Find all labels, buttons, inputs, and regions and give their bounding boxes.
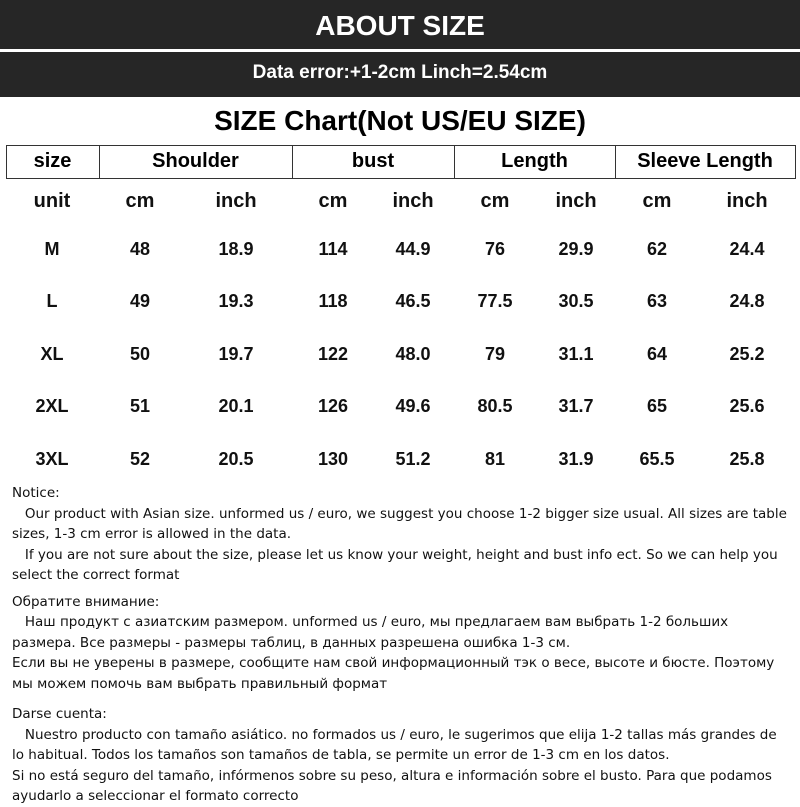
bust-inch-cell: 44.9 — [395, 239, 431, 259]
unit-cell: inch — [215, 190, 257, 212]
unit-row — [0, 186, 800, 216]
table-row — [0, 444, 800, 474]
banner-title: ABOUT SIZE — [315, 10, 485, 41]
header-shoulder: Shoulder — [152, 150, 239, 172]
table-row — [0, 339, 800, 369]
shoulder-inch-cell: 18.9 — [218, 239, 254, 259]
table-header-row — [6, 145, 796, 179]
unit-cell: cm — [125, 190, 155, 212]
notice-paragraph-es: Si no está seguro del tamaño, infórmenos sobre su peso, altura e información sobre el busto. Para que podamos ayudarlo a seleccionar el formato correcto — [12, 767, 777, 804]
bust-inch-cell: 51.2 — [395, 449, 431, 469]
notice-paragraph-en: If you are not sure about the size, please let us know your weight, height and bust info ect. So we can help you select the correct format — [12, 546, 783, 583]
bust-inch-cell: 46.5 — [395, 291, 431, 311]
shoulder-cm-cell: 49 — [129, 291, 151, 311]
length-inch-cell: 31.9 — [558, 449, 594, 469]
notice-heading-en: Notice: — [12, 485, 60, 501]
notice-paragraph-ru: Наш продукт с азиатским размером. unformed us / euro, мы предлагаем вам выбрать 1-2 больших размера. Все размеры - размеры таблиц, в данных разрешена ошибка 1-3 см. — [12, 614, 733, 651]
length-inch-cell: 29.9 — [558, 239, 594, 259]
notice-heading-es: Darse cuenta: — [12, 706, 107, 722]
length-cm-cell: 81 — [484, 449, 506, 469]
size-cell: 3XL — [35, 449, 69, 469]
chart-title: SIZE Chart(Not US/EU SIZE) — [214, 105, 586, 136]
notice-paragraph-es: Nuestro producto con tamaño asiático. no formados us / euro, le sugerimos que elija 1-2 tallas más grandes de lo habitual. Todos los tamaños son tamaños de tabla, se permite un error de 1-3 cm en los datos. — [12, 726, 781, 763]
sleeve-cm-cell: 63 — [646, 291, 668, 311]
sleeve-inch-cell: 24.4 — [729, 239, 765, 259]
unit-cell: cm — [642, 190, 672, 212]
spacer — [12, 694, 792, 704]
size-cell: L — [46, 291, 58, 311]
sleeve-inch-cell: 25.8 — [729, 449, 765, 469]
shoulder-cm-cell: 48 — [129, 239, 151, 259]
table-row — [0, 391, 800, 421]
size-cell: 2XL — [35, 396, 69, 416]
length-cm-cell: 76 — [484, 239, 506, 259]
header-length: Length — [501, 150, 568, 172]
shoulder-cm-cell: 51 — [129, 396, 151, 416]
table-row — [0, 286, 800, 316]
header-size: size — [33, 150, 72, 172]
bust-cm-cell: 118 — [318, 291, 348, 311]
unit-cell: inch — [392, 190, 434, 212]
shoulder-cm-cell: 52 — [129, 449, 151, 469]
shoulder-inch-cell: 20.1 — [218, 396, 254, 416]
bust-cm-cell: 114 — [318, 239, 348, 259]
sleeve-cm-cell: 65 — [646, 396, 668, 416]
unit-cell: inch — [555, 190, 597, 212]
bust-cm-cell: 126 — [317, 396, 349, 416]
sleeve-cm-cell: 62 — [646, 239, 668, 259]
about-size-banner — [0, 0, 800, 97]
size-cell: XL — [40, 344, 64, 364]
shoulder-inch-cell: 19.3 — [218, 291, 254, 311]
notice-section — [12, 483, 792, 807]
unit-cell: cm — [318, 190, 348, 212]
length-inch-cell: 31.1 — [558, 344, 594, 364]
sleeve-cm-cell: 65.5 — [639, 449, 675, 469]
shoulder-inch-cell: 19.7 — [218, 344, 254, 364]
table-row — [0, 234, 800, 264]
bust-inch-cell: 48.0 — [395, 344, 431, 364]
length-cm-cell: 80.5 — [477, 396, 513, 416]
header-sleeve-length: Sleeve Length — [637, 150, 773, 172]
notice-paragraph-ru: Если вы не уверены в размере, сообщите нам свой информационный тэк о весе, высоте и бюсте. Поэтому мы можем помочь вам выбрать правильный формат — [12, 655, 779, 692]
sleeve-inch-cell: 25.2 — [729, 344, 765, 364]
notice-heading-ru: Обратите внимание: — [12, 593, 160, 610]
length-cm-cell: 79 — [484, 344, 506, 364]
length-inch-cell: 31.7 — [558, 396, 594, 416]
notice-paragraph-en: Our product with Asian size. unformed us / euro, we suggest you choose 1-2 bigger size usual. All sizes are table sizes, 1-3 cm error is allowed in the data. — [12, 505, 792, 542]
sleeve-cm-cell: 64 — [646, 344, 668, 364]
sleeve-inch-cell: 25.6 — [729, 396, 765, 416]
unit-label: unit — [33, 190, 71, 212]
unit-cell: cm — [480, 190, 510, 212]
sleeve-inch-cell: 24.8 — [729, 291, 765, 311]
bust-cm-cell: 122 — [317, 344, 349, 364]
header-bust: bust — [351, 150, 395, 172]
shoulder-cm-cell: 50 — [129, 344, 151, 364]
length-inch-cell: 30.5 — [558, 291, 594, 311]
bust-cm-cell: 130 — [317, 449, 349, 469]
table-divider — [795, 146, 796, 178]
banner-subtitle: Data error:+1-2cm Linch=2.54cm — [252, 62, 548, 83]
length-cm-cell: 77.5 — [477, 291, 513, 311]
size-cell: M — [44, 239, 60, 259]
banner-divider — [0, 49, 800, 52]
bust-inch-cell: 49.6 — [395, 396, 431, 416]
shoulder-inch-cell: 20.5 — [218, 449, 254, 469]
unit-cell: inch — [726, 190, 768, 212]
